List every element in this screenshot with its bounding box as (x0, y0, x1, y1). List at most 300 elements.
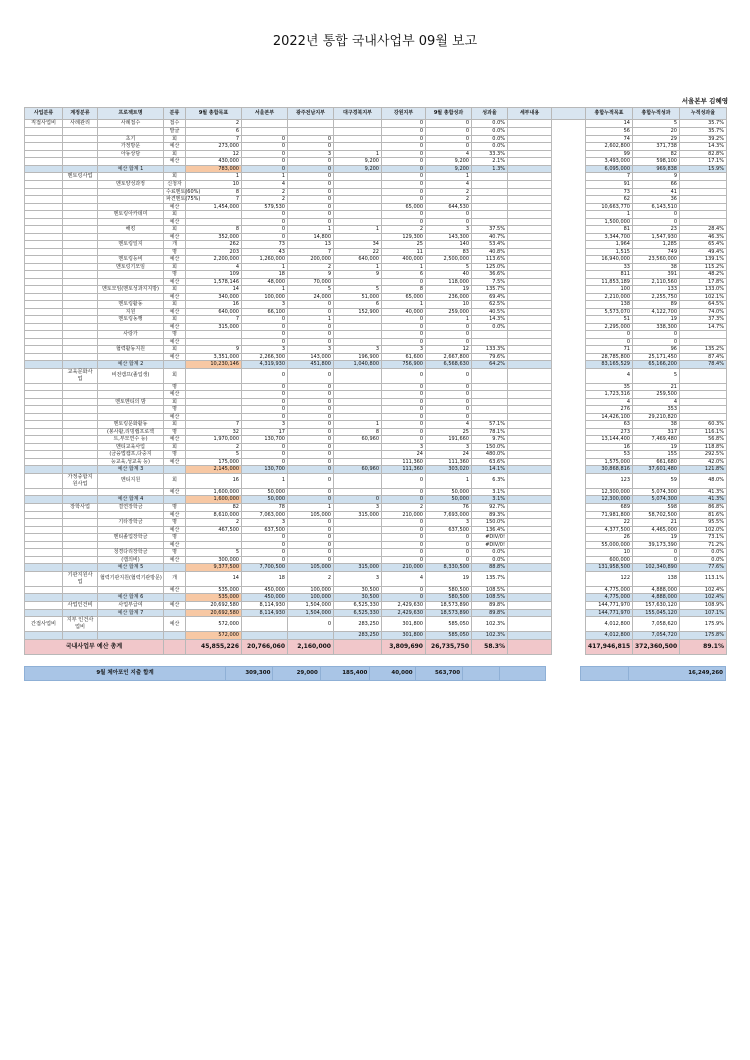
table-cell (334, 541, 382, 549)
table-cell (508, 181, 552, 189)
table-cell (552, 211, 586, 219)
table-cell (63, 203, 98, 211)
table-cell: 0 (382, 398, 426, 406)
table-cell (288, 120, 334, 128)
table-cell: 3 (334, 346, 382, 354)
table-cell (98, 271, 164, 279)
table-cell: 26 (586, 534, 633, 542)
table-cell: 89.1% (680, 639, 727, 654)
table-cell: 262 (186, 241, 242, 249)
table-cell: 0 (382, 421, 426, 429)
table-cell (680, 391, 727, 399)
table-cell: 371,738 (633, 143, 680, 151)
table-cell: 16 (186, 301, 242, 309)
table-cell: 535,000 (186, 594, 242, 602)
table-cell (25, 458, 63, 466)
table-cell: 초기 (98, 135, 164, 143)
table-row (25, 256, 727, 264)
table-cell: 명 (164, 248, 186, 256)
table-cell: 1 (242, 263, 288, 271)
table-cell: 66,100 (242, 308, 288, 316)
table-cell (334, 534, 382, 542)
table-cell (552, 218, 586, 226)
table-cell: 0 (382, 488, 426, 496)
table-cell: 5,074,300 (633, 496, 680, 504)
table-cell (186, 211, 242, 219)
table-cell (98, 406, 164, 414)
table-row (25, 451, 727, 459)
table-cell (552, 203, 586, 211)
table-row (25, 263, 727, 271)
table-cell (508, 383, 552, 391)
table-cell: 2 (186, 443, 242, 451)
table-row (25, 541, 727, 549)
table-cell: 100 (586, 286, 633, 294)
table-cell: 0.0% (472, 323, 508, 331)
table-cell: 예산 (164, 203, 186, 211)
table-cell: 0 (288, 143, 334, 151)
table-cell: 28.4% (680, 226, 727, 234)
table-cell: 0 (382, 316, 426, 324)
table-cell (25, 594, 63, 602)
table-row (25, 211, 727, 219)
table-cell (63, 549, 98, 557)
table-cell: 1 (242, 173, 288, 181)
table-cell (25, 443, 63, 451)
table-cell: 95.5% (680, 519, 727, 527)
column-header: 광주전남지부 (288, 108, 334, 120)
table-cell: 예산 (164, 556, 186, 564)
table-cell: 451,800 (288, 361, 334, 369)
table-cell: 예산 (164, 256, 186, 264)
table-cell (334, 473, 382, 488)
table-cell (552, 451, 586, 459)
table-cell: 능교육,성교육 등) (98, 458, 164, 466)
table-cell: 9 (334, 271, 382, 279)
table-cell (63, 519, 98, 527)
table-cell: 14.1% (472, 466, 508, 474)
table-cell (334, 556, 382, 564)
table-cell: 175.9% (680, 617, 727, 632)
table-cell: 멘토링아카데미 (98, 211, 164, 219)
table-cell (63, 241, 98, 249)
table-cell: 0 (382, 594, 426, 602)
table-cell: 사례관리 (63, 120, 98, 128)
table-cell: 0 (586, 338, 633, 346)
table-cell: 14.3% (472, 316, 508, 324)
table-cell: 0 (288, 413, 334, 421)
summary-cell (580, 667, 628, 681)
table-cell (63, 594, 98, 602)
table-row (25, 556, 727, 564)
table-cell: 81 (586, 226, 633, 234)
table-cell: 315,000 (186, 323, 242, 331)
table-cell: 30,500 (334, 586, 382, 594)
table-cell (680, 338, 727, 346)
table-cell: 25 (382, 241, 426, 249)
table-cell (508, 203, 552, 211)
table-cell (552, 594, 586, 602)
table-cell: 0 (426, 120, 472, 128)
table-cell: 74.0% (680, 308, 727, 316)
table-cell (334, 391, 382, 399)
table-cell (508, 256, 552, 264)
table-cell: 102.3% (472, 632, 508, 640)
table-cell: 예산 (164, 391, 186, 399)
table-cell: 0 (242, 391, 288, 399)
table-cell (508, 421, 552, 429)
table-cell: 10,663,770 (586, 203, 633, 211)
table-cell (472, 173, 508, 181)
table-cell: 48.0% (680, 473, 727, 488)
table-cell: 25,171,450 (633, 353, 680, 361)
table-cell (552, 519, 586, 527)
table-cell: 51 (586, 316, 633, 324)
table-cell: 42.0% (680, 458, 727, 466)
table-cell: 1 (426, 173, 472, 181)
table-cell: 2 (288, 263, 334, 271)
table-cell (164, 496, 186, 504)
table-cell (186, 413, 242, 421)
table-cell: 예산 합계 1 (98, 165, 164, 173)
table-cell (25, 586, 63, 594)
table-cell (552, 286, 586, 294)
table-cell: (봉사활,리빙랩프로젝 (98, 428, 164, 436)
summary-cell (463, 667, 500, 681)
table-cell (164, 639, 186, 654)
table-cell (98, 413, 164, 421)
table-cell: 0 (288, 541, 334, 549)
table-cell: 9 (288, 271, 334, 279)
table-cell: 회 (164, 135, 186, 143)
table-cell (508, 571, 552, 586)
table-cell (552, 609, 586, 617)
table-cell: 0 (586, 331, 633, 339)
table-cell: 0 (382, 526, 426, 534)
table-cell: 749 (633, 248, 680, 256)
table-cell (25, 173, 63, 181)
table-cell (508, 293, 552, 301)
table-cell: 6,568,630 (426, 361, 472, 369)
table-cell (552, 241, 586, 249)
table-cell (25, 632, 63, 640)
table-cell (552, 466, 586, 474)
table-cell: 2,160,000 (288, 639, 334, 654)
table-cell (552, 534, 586, 542)
table-cell (25, 271, 63, 279)
table-cell: 40.8% (472, 248, 508, 256)
table-cell (508, 331, 552, 339)
table-cell (63, 256, 98, 264)
table-cell: 회 (164, 473, 186, 488)
table-row (25, 128, 727, 136)
table-cell: 예산 (164, 338, 186, 346)
table-cell: 16 (586, 443, 633, 451)
table-cell: 14.7% (680, 323, 727, 331)
table-cell (25, 188, 63, 196)
table-cell: 12 (426, 346, 472, 354)
table-cell (25, 278, 63, 286)
table-cell: 회 (164, 263, 186, 271)
table-cell: 0.0% (472, 128, 508, 136)
table-cell: 71.2% (680, 541, 727, 549)
table-cell: 580,500 (426, 586, 472, 594)
table-cell: 0 (382, 406, 426, 414)
table-cell: 7 (288, 248, 334, 256)
table-cell: 3 (382, 346, 426, 354)
table-cell: 4,122,700 (633, 308, 680, 316)
table-cell (98, 218, 164, 226)
table-cell (552, 181, 586, 189)
table-cell: 7,469,480 (633, 436, 680, 444)
table-cell (680, 398, 727, 406)
table-cell: 0 (288, 519, 334, 527)
table-cell (552, 120, 586, 128)
table-cell (472, 188, 508, 196)
table-cell: 예산 합계 7 (98, 609, 164, 617)
table-cell (508, 443, 552, 451)
table-cell: 96 (633, 346, 680, 354)
table-cell: 92.7% (472, 503, 508, 511)
table-cell (25, 571, 63, 586)
table-cell: 82 (633, 150, 680, 158)
table-cell: 0 (288, 451, 334, 459)
table-cell: 0 (242, 135, 288, 143)
table-row (25, 383, 727, 391)
table-cell (25, 361, 63, 369)
table-cell: 멘토멘티의 밤 (98, 398, 164, 406)
table-cell: 0 (242, 143, 288, 151)
table-cell: 7 (186, 421, 242, 429)
table-cell: 9 (633, 173, 680, 181)
table-cell: 352,000 (186, 233, 242, 241)
table-row (25, 571, 727, 586)
table-cell: 0 (288, 556, 334, 564)
table-cell: 0 (242, 226, 288, 234)
table-cell: 24 (382, 451, 426, 459)
table-cell: 301,800 (382, 617, 426, 632)
table-cell: 5,573,070 (586, 308, 633, 316)
table-cell (25, 541, 63, 549)
table-cell: 멘토링기모임 (98, 263, 164, 271)
table-cell: 19 (426, 286, 472, 294)
table-cell: 명 (164, 406, 186, 414)
table-cell: 9.7% (472, 436, 508, 444)
table-cell: 203 (186, 248, 242, 256)
table-cell (552, 158, 586, 166)
table-row (25, 286, 727, 294)
table-cell: 33 (586, 263, 633, 271)
table-cell: 99 (586, 150, 633, 158)
table-cell: 비전캠프(졸업생) (98, 368, 164, 383)
table-cell (552, 632, 586, 640)
table-cell (288, 128, 334, 136)
table-cell: 0 (426, 218, 472, 226)
table-cell: 0 (288, 323, 334, 331)
table-cell (63, 181, 98, 189)
table-cell: 50,000 (426, 496, 472, 504)
table-cell: 예산 (164, 541, 186, 549)
table-cell: 0 (382, 143, 426, 151)
table-cell (552, 338, 586, 346)
table-cell: 637,500 (426, 526, 472, 534)
table-cell: 38 (633, 421, 680, 429)
summary-cell: 40,000 (370, 667, 415, 681)
table-cell: 예산 (164, 617, 186, 632)
table-cell (63, 488, 98, 496)
table-cell: 가정방문 (98, 143, 164, 151)
table-cell (25, 511, 63, 519)
table-cell: 157,630,120 (633, 601, 680, 609)
table-cell: 0 (242, 165, 288, 173)
table-cell: 236,000 (426, 293, 472, 301)
table-cell (63, 428, 98, 436)
table-cell: 0 (426, 541, 472, 549)
table-cell (334, 458, 382, 466)
table-cell: 26,735,750 (426, 639, 472, 654)
table-cell (98, 233, 164, 241)
table-cell: 예산 (164, 143, 186, 151)
table-cell: 0 (633, 331, 680, 339)
table-cell: 4,775,000 (586, 586, 633, 594)
table-cell (334, 451, 382, 459)
table-cell (63, 346, 98, 354)
table-cell: 0 (426, 135, 472, 143)
table-cell: 283,250 (334, 617, 382, 632)
table-row (25, 617, 727, 632)
table-cell: 82 (186, 503, 242, 511)
table-cell: 0 (426, 549, 472, 557)
table-cell (63, 233, 98, 241)
table-cell (508, 466, 552, 474)
table-cell: 멘토링등비 (98, 256, 164, 264)
table-cell: 4 (586, 368, 633, 383)
table-cell: 1,970,000 (186, 436, 242, 444)
table-cell: 196,900 (334, 353, 382, 361)
table-cell: 2 (186, 519, 242, 527)
table-cell: 17.8% (680, 278, 727, 286)
table-row (25, 488, 727, 496)
table-cell (552, 308, 586, 316)
table-cell: 예산 합계 3 (98, 466, 164, 474)
table-cell: 1,547,930 (633, 233, 680, 241)
table-cell (25, 391, 63, 399)
table-cell: 1 (426, 473, 472, 488)
table-cell: 338,300 (633, 323, 680, 331)
table-cell: 장학사업 (63, 503, 98, 511)
table-row (25, 519, 727, 527)
table-cell: 2 (382, 503, 426, 511)
table-cell (25, 609, 63, 617)
table-cell: 109 (186, 271, 242, 279)
table-cell: 140 (426, 241, 472, 249)
table-cell (25, 451, 63, 459)
table-cell: 811 (586, 271, 633, 279)
table-cell (472, 398, 508, 406)
table-cell (25, 406, 63, 414)
table-cell (63, 150, 98, 158)
table-cell (63, 143, 98, 151)
table-cell (186, 383, 242, 391)
table-cell: 102.0% (680, 526, 727, 534)
table-cell: 18 (242, 571, 288, 586)
table-cell (63, 451, 98, 459)
table-cell: 9,200 (426, 165, 472, 173)
table-cell (552, 233, 586, 241)
table-cell (334, 143, 382, 151)
table-cell (552, 263, 586, 271)
table-cell: 598,100 (633, 158, 680, 166)
table-row (25, 473, 727, 488)
table-cell: 108.5% (472, 586, 508, 594)
table-cell: 1 (382, 301, 426, 309)
table-cell: 예산 (164, 323, 186, 331)
table-cell: 0 (288, 488, 334, 496)
table-cell (98, 188, 164, 196)
table-cell (334, 181, 382, 189)
table-cell: 340,000 (186, 293, 242, 301)
table-cell (63, 526, 98, 534)
table-cell (98, 158, 164, 166)
table-cell: 0 (426, 323, 472, 331)
table-cell: 멘티졸업장학금 (98, 534, 164, 542)
table-cell: 133 (633, 286, 680, 294)
table-cell (334, 488, 382, 496)
table-cell: 73 (242, 241, 288, 249)
table-cell: 회 (164, 316, 186, 324)
table-cell (508, 263, 552, 271)
table-row (25, 503, 727, 511)
table-cell: 1 (288, 226, 334, 234)
table-cell (63, 436, 98, 444)
table-cell: 가정중합지원사업 (63, 473, 98, 488)
table-cell: 0 (288, 218, 334, 226)
table-row (25, 301, 727, 309)
table-cell: 0 (426, 143, 472, 151)
table-cell: 1,575,000 (586, 458, 633, 466)
table-cell (508, 526, 552, 534)
table-cell: 0 (382, 150, 426, 158)
table-cell (508, 248, 552, 256)
table-cell (508, 564, 552, 572)
table-cell: 2 (242, 188, 288, 196)
table-cell: 45,855,226 (186, 639, 242, 654)
table-cell: 18 (242, 271, 288, 279)
table-row (25, 218, 727, 226)
table-cell: 사업부급여 (98, 601, 164, 609)
table-cell (334, 519, 382, 527)
table-cell: 6 (186, 128, 242, 136)
table-cell (508, 346, 552, 354)
table-cell: 0.0% (680, 556, 727, 564)
table-cell (552, 293, 586, 301)
table-cell: 5 (426, 263, 472, 271)
table-cell: 12,300,000 (586, 488, 633, 496)
table-cell: 0 (288, 473, 334, 488)
table-cell: 6 (334, 301, 382, 309)
table-row (25, 586, 727, 594)
table-cell: 명 (164, 271, 186, 279)
table-cell: 협력기관지원(협력기관방문) (98, 571, 164, 586)
table-cell: 0 (288, 406, 334, 414)
table-cell (98, 617, 164, 632)
table-cell (25, 128, 63, 136)
table-cell: 0 (242, 556, 288, 564)
table-cell: 130,700 (242, 466, 288, 474)
table-cell: 2 (426, 188, 472, 196)
table-cell: 0 (426, 398, 472, 406)
table-cell: 0 (242, 218, 288, 226)
